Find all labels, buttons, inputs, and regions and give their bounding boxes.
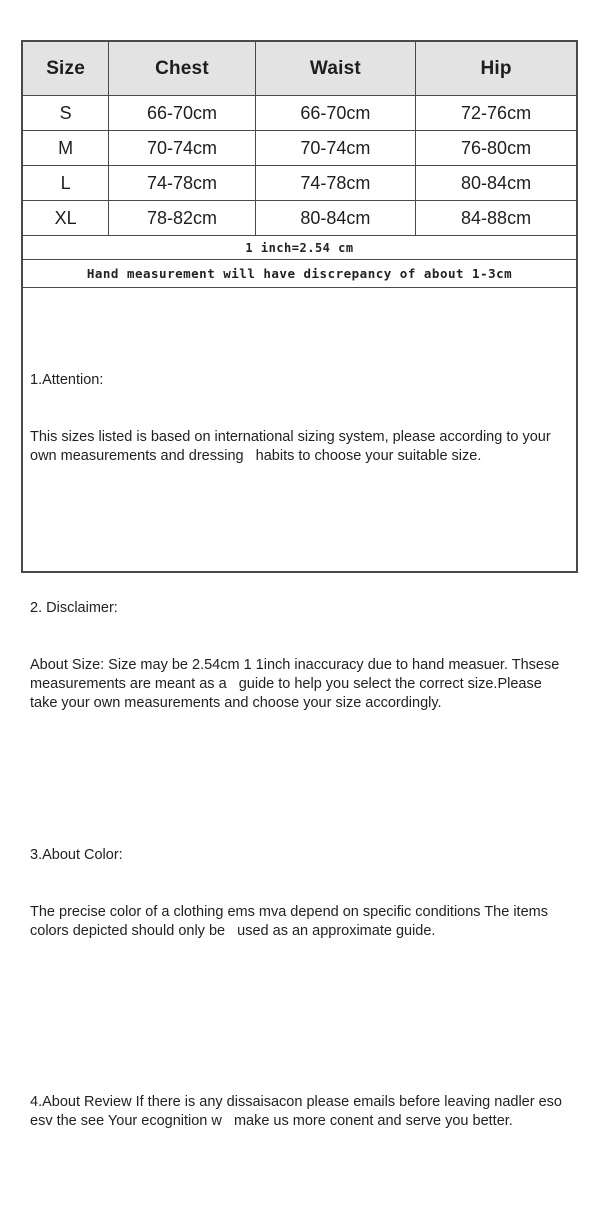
cell-size-l: L [23,166,109,201]
size-chart-table [23,42,576,236]
note-disclaimer [30,561,567,751]
cell-size-xl: XL [23,201,109,236]
cell-hip-m: 76-80cm [416,131,576,166]
table-row-xl [23,201,576,236]
note-attention-body: This sizes listed is based on international sizing system, please according to your own measurements and dressing habits to choose your suitable size. [30,429,555,464]
note-attention [30,333,567,504]
table-row-m [23,131,576,166]
cell-hip-xl: 84-88cm [416,201,576,236]
header-row [23,42,576,96]
cell-chest-xl: 78-82cm [109,201,256,236]
column-header-size: Size [23,42,109,96]
table-row-s [23,96,576,131]
cell-waist-m: 70-74cm [255,131,415,166]
cell-chest-s: 66-70cm [109,96,256,131]
hand-measurement-row [23,260,576,288]
cell-waist-xl: 80-84cm [255,201,415,236]
size-chart-sheet [21,40,578,1129]
cell-waist-l: 74-78cm [255,166,415,201]
column-header-waist: Waist [255,42,415,96]
cell-hip-s: 72-76cm [416,96,576,131]
column-header-hip: Hip [416,42,576,96]
hand-measurement-text: Hand measurement will have discrepancy of about 1-3cm [86,266,513,281]
note-about-review [30,1036,567,1169]
note-about-color [30,808,567,979]
inch-conversion-text: 1 inch=2.54 cm [245,240,354,255]
note-about-color-body: The precise color of a clothing ems mva depend on specific conditions The items colors depicted should only be used as an approximate guide. [30,904,553,939]
cell-waist-s: 66-70cm [255,96,415,131]
note-about-review-body: 4.About Review If there is any dissaisacon please emails before leaving nadler eso esv the see Your ecognition w make us more conent and serve you better. [30,1094,566,1129]
note-disclaimer-body: About Size: Size may be 2.54cm 1 1inch inaccuracy due to hand measuer. Thsese measurements are meant as a guide to help you select the correct size.Please take your own measurements and choose your size accordingly. [30,657,564,711]
cell-size-s: S [23,96,109,131]
column-header-chest: Chest [109,42,256,96]
cell-chest-l: 74-78cm [109,166,256,201]
note-about-color-heading: 3.About Color: [30,847,123,863]
cell-hip-l: 80-84cm [416,166,576,201]
cell-size-m: M [23,131,109,166]
cell-chest-m: 70-74cm [109,131,256,166]
inch-conversion-row [23,236,576,260]
note-disclaimer-heading: 2. Disclaimer: [30,600,118,616]
table-row-l [23,166,576,201]
note-attention-heading: 1.Attention: [30,372,104,388]
notes-box [23,288,576,1129]
